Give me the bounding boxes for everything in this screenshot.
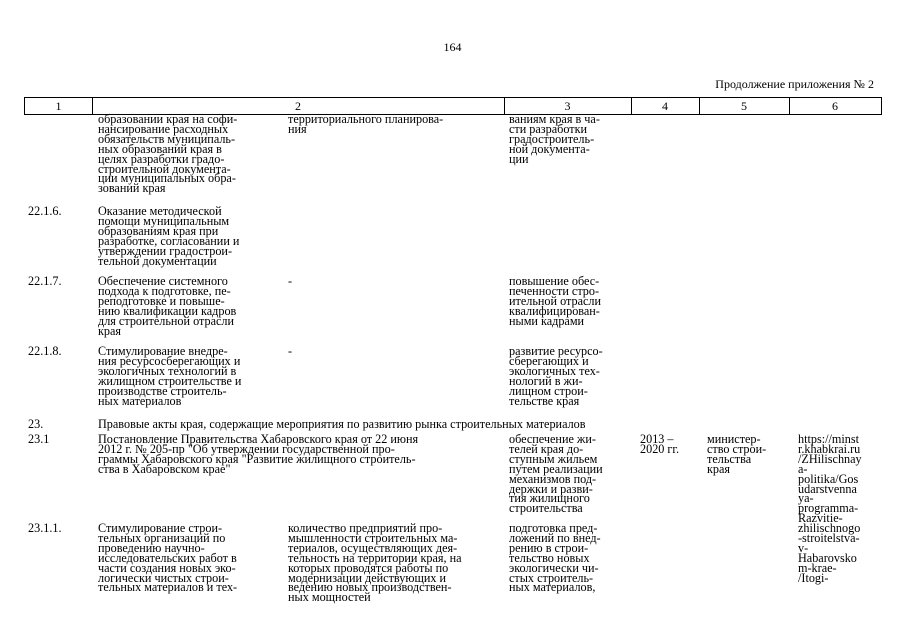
row-number-cell: 23.1.1. [28,521,62,535]
column-number-4: 4 [662,99,668,113]
row-result-cell: развитие ресурсо- сберегающих и экологичных тех- нологий в жи- лищном строи- тельстве края [509,344,603,408]
row-indicator-cell: количество предприятий про- мышленности строительных ма- териалов, осуществляющих дея- тельность на территории края, на которых проводятся работы по модернизации действующих и ведению новых производствен- ных мощностей [288,521,462,605]
continuation-label: Продолжение приложения № 2 [715,77,874,91]
row-indicator-cell: территориального планирова- ния [288,112,444,136]
row-link-cell: https://minst r.khabkrai.ru /ZHilischnay a- politika/Gos udarstvenna ya- programma- Razvitie- zhilischnogo -stroitelstva- v- Habarovsko m-krae- /Itogi- [798,432,862,585]
row-activity-cell: Стимулирование внедре- ния ресурсосберегающих и экологичных технологий в жилищном строительстве и производстве строитель- ных материалов [98,344,242,408]
column-number-5: 5 [741,99,747,113]
row-number-cell: 23.1 [28,432,50,446]
row-result-cell: подготовка пред- ложений по внед- рению в строи- тельство новых экологически чи- стых строитель- ных материалов, [509,521,601,595]
legal-act-text: Постановление Правительства Хабаровского края от 22 июня 2012 г. № 205-пр "Об утверждении государственной про- граммы Хабаровского края "Развитие жилищного строитель- ства в Хабаровском крае" [98,432,419,476]
column-number-3: 3 [564,99,571,113]
row-number-cell: 22.1.7. [28,274,62,288]
page-number: 164 [443,40,462,54]
row-term-cell: 2013 – 2020 гг. [640,432,680,456]
row-number-cell: 22.1.6. [28,204,62,218]
column-number-1: 1 [55,99,62,113]
section-heading: Правовые акты края, содержащие мероприятия по развитию рынка строительных материалов [98,417,586,431]
row-activity-cell: образовании края на софи- нансирование расходных обязательств муниципаль- ных образований края в целях разработки градо- строительной документа- ции муниципальных обра- зований края [98,112,238,196]
row-number-cell: 22.1.8. [28,344,62,358]
row-activity-cell: Обеспечение системного подхода к подготовке, пе- реподготовке и повыше- нию квалификации кадров для строительной отрасли края [98,274,237,338]
row-result-cell: ваниям края в ча- сти разработки градостроитель- ной документа- ции [509,112,600,166]
row-executor-cell: министер- ство строи- тельства края [707,432,767,476]
row-activity-cell: Оказание методической помощи муниципальным образованиям края при разработке, согласовании и утверждении градострои- тельной документации [98,204,240,268]
column-number-2: 2 [295,99,301,113]
row-indicator-cell: - [288,274,293,288]
row-number-cell: 23. [28,417,44,431]
row-result-cell: обеспечение жи- телей края до- ступным жильем путем реализации механизмов под- держки и разви- тия жилищного строительства [509,432,603,516]
row-result-cell: повышение обес- печенности стро- ительной отрасли квалифицирован- ными кадрами [509,274,602,328]
column-number-6: 6 [832,99,838,113]
row-activity-cell: Стимулирование строи- тельных организаций по проведению научно- исследовательских работ в части создания новых эко- логически чистых строи- тельных материалов и тех- [98,521,238,595]
row-indicator-cell: - [288,344,293,358]
